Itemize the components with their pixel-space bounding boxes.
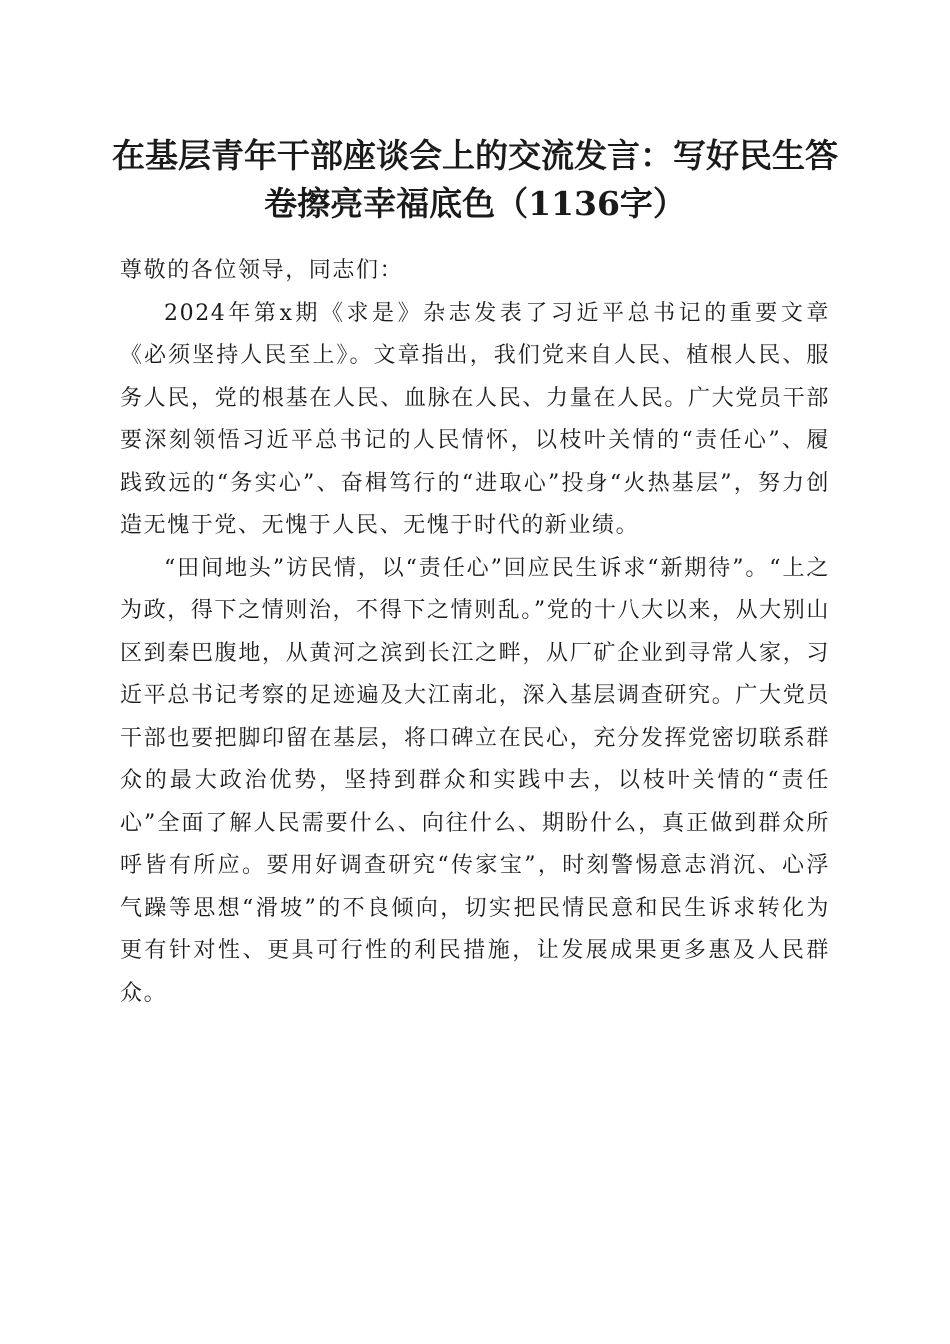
salutation: 尊敬的各位领导，同志们： bbox=[120, 258, 404, 283]
paragraph: “田间地头”访民情，以“责任心”回应民生诉求“新期待”。“上之为政，得下之情则治，不得下之情则乱。”党的十八大以来，从大别山区到秦巴腹地，从黄河之滨到长江之畔，从厂矿企业到寻常人家，习近平总书记考察的足迹遍及大江南北，深入基层调查研究。广大党员干部也要把脚印留在基层，将口碑立在民心，充分发挥党密切联系群众的最大政治优势，坚持到群众和实践中去，以枝叶关情的“责任心”全面了解人民需要什么、向往什么、期盼什么，真正做到群众所呼皆有所应。要用好调查研究“传家宝”，时刻警惕意志消沉、心浮气躁等思想“滑坡”的不良倾向，切实把民情民意和民生诉求转化为更有针对性、更具可行性的利民措施，让发展成果更多惠及人民群众。 bbox=[120, 555, 830, 1006]
paragraph: 2024年第x期《求是》杂志发表了习近平总书记的重要文章《必须坚持人民至上》。文章指出，我们党来自人民、植根人民、服务人民，党的根基在人民、血脉在人民、力量在人民。广大党员干部要深刻领悟习近平总书记的人民情怀，以枝叶关情的“责任心”、履践致远的“务实心”、奋楫笃行的“进取心”投身“火热基层”，努力创造无愧于党、无愧于人民、无愧于时代的新业绩。 bbox=[120, 300, 830, 538]
document-title: 在基层青年干部座谈会上的交流发言：写好民生答卷擦亮幸福底色（1136字） bbox=[112, 136, 838, 223]
document-body bbox=[120, 250, 830, 1015]
